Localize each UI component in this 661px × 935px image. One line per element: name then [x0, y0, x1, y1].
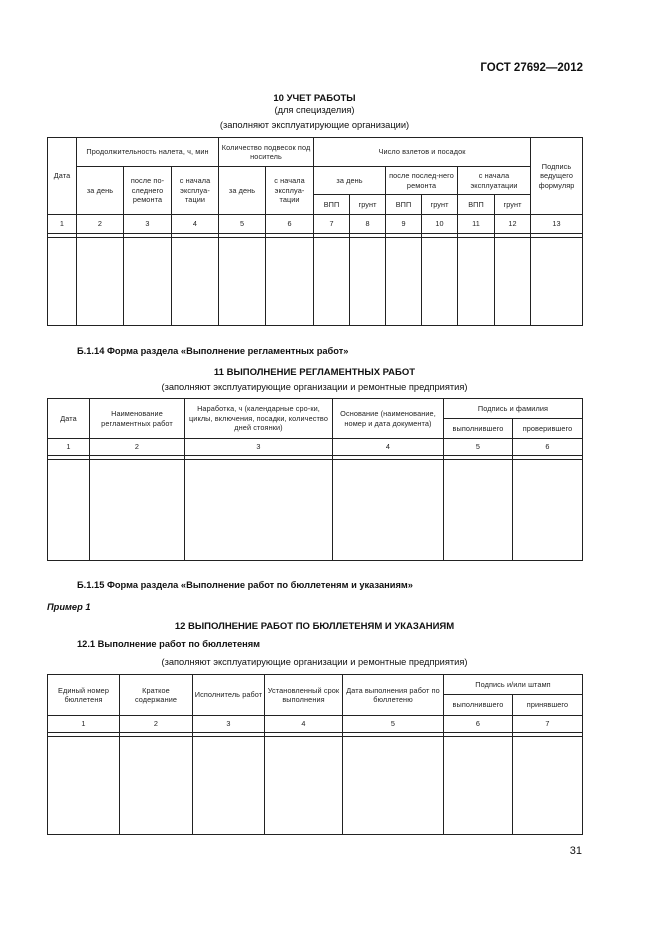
col-performed: выполнившего [444, 419, 513, 439]
col-ground: грунт [422, 195, 458, 215]
col-ground: грунт [495, 195, 531, 215]
col-number: 13 [531, 215, 583, 234]
col-number: 2 [120, 716, 193, 733]
col-number: 3 [193, 716, 265, 733]
col-suspensions: Количество подвесок под носитель [219, 138, 314, 167]
col-work-name: Наименование регламентных работ [90, 399, 185, 439]
col-number: 8 [350, 215, 386, 234]
col-tk-after-repair: после послед-него ремонта [386, 167, 458, 195]
col-number: 10 [422, 215, 458, 234]
col-signature-name: Подпись и фамилия [444, 399, 583, 419]
col-checked: проверившего [513, 419, 583, 439]
col-performed: выполнившего [444, 695, 513, 716]
section11-subtitle: (заполняют эксплуатирующие организации и ремонтные предприятия) [161, 382, 468, 392]
page-number: 31 [569, 845, 582, 857]
col-summary: Краткое содержание [120, 675, 193, 716]
col-ground: грунт [350, 195, 386, 215]
col-flight-duration: Продолжительность налета, ч, мин [77, 138, 219, 167]
table-row[interactable] [48, 737, 583, 835]
col-operating-hours: Наработка, ч (календарные сро-ки, циклы, включения, посадки, количество дней стоянки) [185, 399, 333, 439]
col-bulletin-number: Единый номер бюллетеня [48, 675, 120, 716]
col-executor: Исполнитель работ [193, 675, 265, 716]
section10-subtitle1: (для специзделия) [274, 105, 355, 115]
section12-subtitle: (заполняют эксплуатирующие организации и ремонтные предприятия) [161, 657, 468, 667]
col-basis: Основание (наименование, номер и дата документа) [333, 399, 444, 439]
col-number: 6 [444, 716, 513, 733]
col-signature-stamp: Подпись и/или штамп [444, 675, 583, 695]
example-label: Пример 1 [47, 602, 91, 612]
section12-title: 12 ВЫПОЛНЕНИЕ РАБОТ ПО БЮЛЛЕТЕНЯМ И УКАЗАНИЯМ [174, 621, 455, 632]
document-code: ГОСТ 27692—2012 [480, 62, 583, 74]
col-number: 3 [124, 215, 172, 234]
col-number: 3 [185, 439, 333, 456]
col-vpp: ВПП [314, 195, 350, 215]
col-number: 1 [48, 215, 77, 234]
col-number: 11 [458, 215, 495, 234]
col-sus-since-start: с начала эксплуа-тации [266, 167, 314, 215]
col-date: Дата [48, 138, 77, 215]
col-deadline: Установленный срок выполнения [265, 675, 343, 716]
section12-subsection: 12.1 Выполнение работ по бюллетеням [77, 639, 261, 649]
col-number: 7 [314, 215, 350, 234]
col-number: 4 [172, 215, 219, 234]
bulletins-table [47, 674, 583, 835]
caption-b115: Б.1.15 Форма раздела «Выполнение работ по бюллетеням и указаниям» [77, 580, 413, 590]
col-number: 1 [48, 716, 120, 733]
col-tk-per-day: за день [314, 167, 386, 195]
col-per-day: за день [77, 167, 124, 215]
col-number: 6 [513, 439, 583, 456]
col-number: 4 [333, 439, 444, 456]
col-number: 5 [343, 716, 444, 733]
section10-subtitle2: (заполняют эксплуатирующие организации) [219, 120, 410, 130]
col-exec-date: Дата выполнения работ по бюллетеню [343, 675, 444, 716]
caption-b114: Б.1.14 Форма раздела «Выполнение регламентных работ» [77, 346, 349, 356]
col-takeoffs: Число взлетов и посадок [314, 138, 531, 167]
col-number: 4 [265, 716, 343, 733]
col-accepted: принявшего [513, 695, 583, 716]
col-number: 2 [90, 439, 185, 456]
maintenance-table [47, 398, 583, 561]
col-sus-per-day: за день [219, 167, 266, 215]
col-number: 6 [266, 215, 314, 234]
col-since-start: с начала эксплуа-тации [172, 167, 219, 215]
section10-title: 10 УЧЕТ РАБОТЫ [273, 93, 356, 104]
col-signature: Подпись ведущего формуляр [531, 138, 583, 215]
col-number: 9 [386, 215, 422, 234]
section11-title: 11 ВЫПОЛНЕНИЕ РЕГЛАМЕНТНЫХ РАБОТ [213, 367, 416, 378]
col-tk-since-start: с начала эксплуатации [458, 167, 531, 195]
col-number: 5 [444, 439, 513, 456]
col-number: 7 [513, 716, 583, 733]
table-row[interactable] [48, 460, 583, 561]
table-row[interactable] [48, 238, 583, 326]
col-number: 2 [77, 215, 124, 234]
work-record-table [47, 137, 583, 326]
col-date: Дата [48, 399, 90, 439]
col-number: 5 [219, 215, 266, 234]
col-number: 1 [48, 439, 90, 456]
col-number: 12 [495, 215, 531, 234]
col-after-last-repair: после по-следнего ремонта [124, 167, 172, 215]
col-vpp: ВПП [386, 195, 422, 215]
col-vpp: ВПП [458, 195, 495, 215]
